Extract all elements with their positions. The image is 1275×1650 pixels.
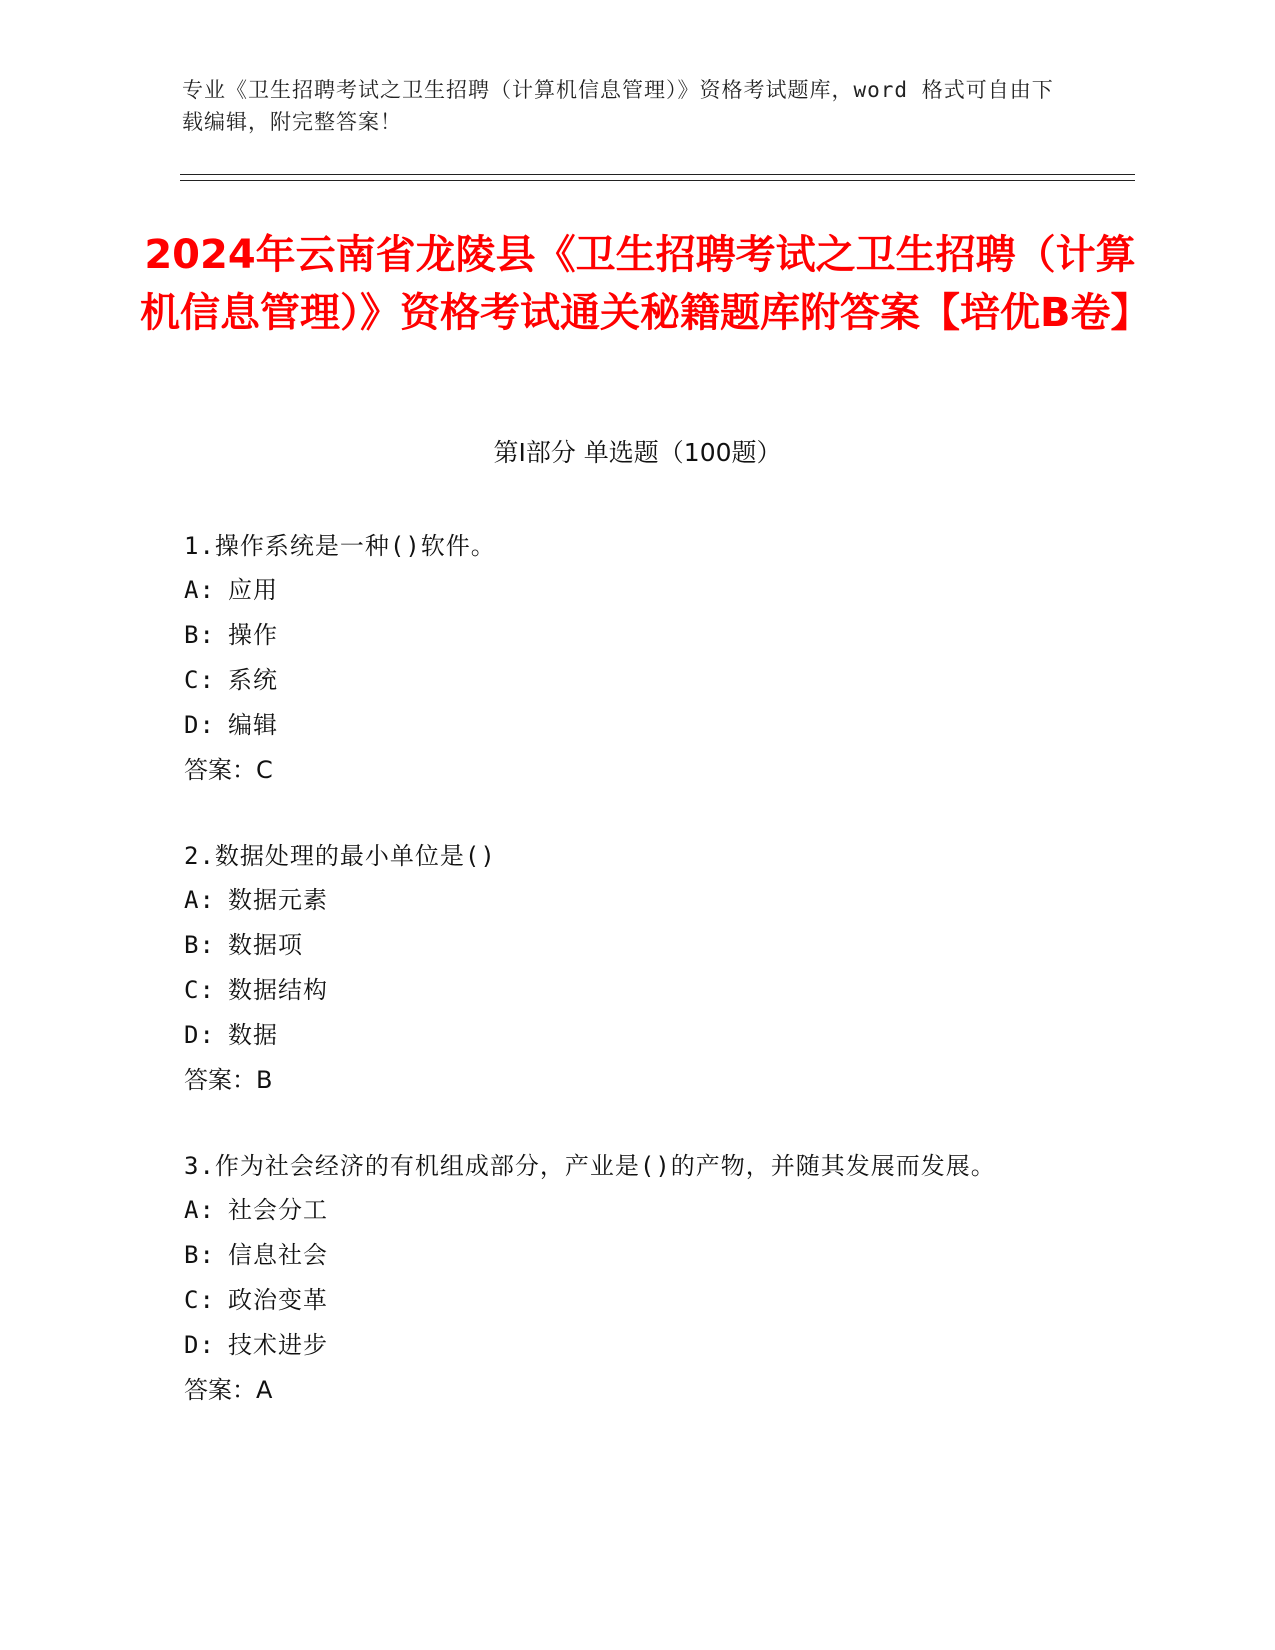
option-d xyxy=(184,1013,1074,1058)
question-3 xyxy=(184,1144,1074,1413)
answer-label: 答案： xyxy=(184,1376,256,1404)
document-title: 2024年云南省龙陵县《卫生招聘考试之卫生招聘（计算机信息管理）》资格考试通关秘籍题库附答案【培优B卷】 xyxy=(140,232,1151,336)
question-stem: 2.数据处理的最小单位是() xyxy=(184,842,496,870)
option-a xyxy=(184,1188,1074,1233)
option-text: 数据项 xyxy=(228,931,303,959)
option-letter: D: xyxy=(184,1331,215,1359)
option-a xyxy=(184,878,1074,923)
option-letter: C: xyxy=(184,976,215,1004)
option-a xyxy=(184,568,1074,613)
header-rule-top xyxy=(180,174,1135,175)
option-text: 数据元素 xyxy=(228,886,328,914)
option-b xyxy=(184,1233,1074,1278)
answer-label: 答案： xyxy=(184,1066,256,1094)
option-text: 数据 xyxy=(228,1021,278,1049)
option-letter: D: xyxy=(184,1021,215,1049)
answer-value: C xyxy=(256,756,273,784)
option-text: 信息社会 xyxy=(228,1241,328,1269)
question-list xyxy=(184,524,1074,1454)
question-stem: 1.操作系统是一种()软件。 xyxy=(184,532,496,560)
option-text: 操作 xyxy=(228,621,278,649)
section-title: 第Ⅰ部分 单选题（100题） xyxy=(493,438,782,467)
header-note: 专业《卫生招聘考试之卫生招聘（计算机信息管理）》资格考试题库，word 格式可自由下载编辑，附完整答案！ xyxy=(182,78,1054,134)
question-1 xyxy=(184,524,1074,793)
option-letter: D: xyxy=(184,711,215,739)
option-text: 系统 xyxy=(228,666,278,694)
option-c xyxy=(184,1278,1074,1323)
answer-line xyxy=(184,748,1074,793)
option-b xyxy=(184,923,1074,968)
question-2 xyxy=(184,834,1074,1103)
option-letter: B: xyxy=(184,931,215,959)
answer-value: B xyxy=(256,1066,273,1094)
question-stem: 3.作为社会经济的有机组成部分，产业是()的产物，并随其发展而发展。 xyxy=(184,1152,996,1180)
option-letter: A: xyxy=(184,576,215,604)
answer-value: A xyxy=(256,1376,273,1404)
option-d xyxy=(184,1323,1074,1368)
option-letter: A: xyxy=(184,1196,215,1224)
option-text: 政治变革 xyxy=(228,1286,328,1314)
option-b xyxy=(184,613,1074,658)
option-text: 数据结构 xyxy=(228,976,328,1004)
option-text: 社会分工 xyxy=(228,1196,328,1224)
option-letter: A: xyxy=(184,886,215,914)
option-letter: B: xyxy=(184,1241,215,1269)
option-letter: C: xyxy=(184,1286,215,1314)
option-text: 应用 xyxy=(228,576,278,604)
option-c xyxy=(184,658,1074,703)
option-text: 编辑 xyxy=(228,711,278,739)
answer-label: 答案： xyxy=(184,756,256,784)
option-d xyxy=(184,703,1074,748)
header-rule-bottom xyxy=(180,180,1135,181)
answer-line xyxy=(184,1058,1074,1103)
option-letter: C: xyxy=(184,666,215,694)
option-c xyxy=(184,968,1074,1013)
option-letter: B: xyxy=(184,621,215,649)
option-text: 技术进步 xyxy=(228,1331,328,1359)
answer-line xyxy=(184,1368,1074,1413)
